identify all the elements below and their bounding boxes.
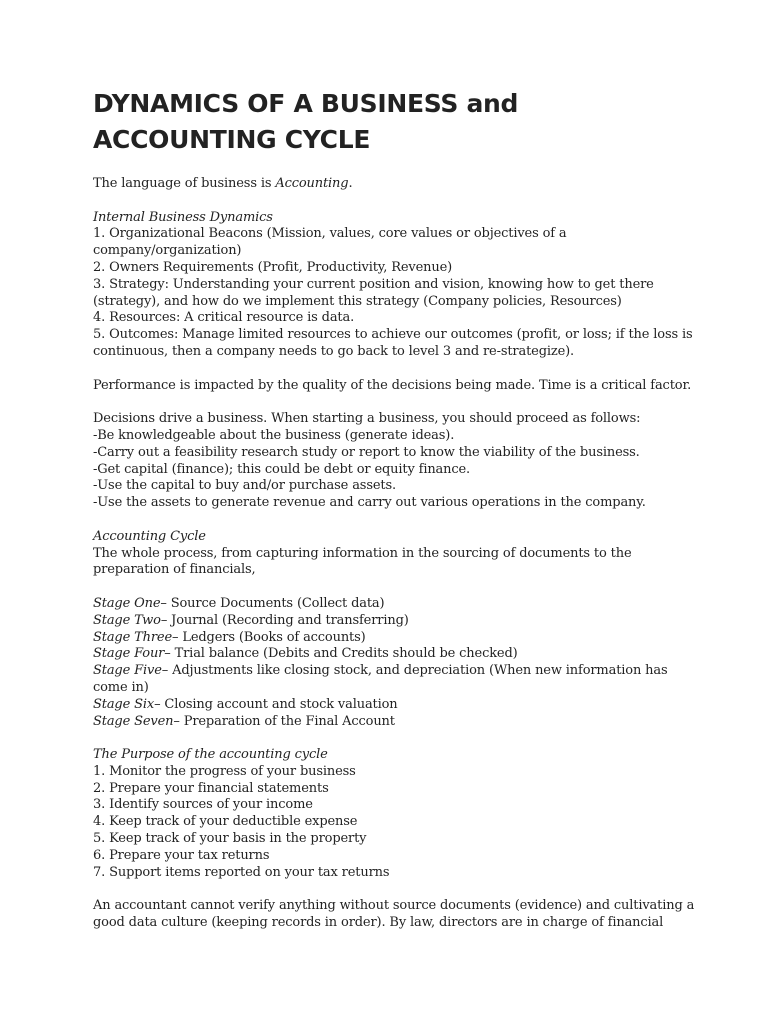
- purpose-item: 6. Prepare your tax returns: [93, 847, 270, 863]
- stage-item: [93, 714, 683, 731]
- section-heading-purpose: The Purpose of the accounting cycle: [93, 747, 328, 763]
- purpose-item: 1. Monitor the progress of your business: [93, 763, 356, 779]
- internal-line: 5. Outcomes: Manage limited resources to achieve our outcomes (profit, or loss; if the loss is: [93, 327, 693, 343]
- decisions-lead: Decisions drive a business. When starting a business, you should proceed as follows:: [93, 411, 641, 427]
- decision-item: -Use the assets to generate revenue and carry out various operations in the company.: [93, 495, 646, 511]
- stage-name: Stage Five: [93, 663, 162, 679]
- stage-name: Stage Three: [93, 629, 173, 645]
- cycle-description-line: preparation of financials,: [93, 562, 256, 578]
- stage-item: [93, 613, 683, 630]
- stage-item-continuation: [93, 680, 683, 697]
- stage-text: – Journal (Recording and transferring): [160, 612, 409, 628]
- document-page: [93, 0, 695, 1024]
- closing-line: good data culture (keeping records in order). By law, directors are in charge of financial: [93, 915, 664, 931]
- document-title: [93, 86, 683, 158]
- stage-name: Stage Six: [93, 696, 155, 712]
- purpose-item: 7. Support items reported on your tax returns: [93, 864, 390, 880]
- stage-text: – Closing account and stock valuation: [154, 696, 398, 712]
- purpose-item: 3. Identify sources of your income: [93, 797, 313, 813]
- stage-name: Stage Seven: [93, 713, 174, 729]
- stage-text: – Trial balance (Debits and Credits should be checked): [164, 646, 518, 662]
- intro-text: The language of business is: [93, 176, 276, 191]
- stage-text: – Source Documents (Collect data): [160, 595, 385, 611]
- purpose-item: 5. Keep track of your basis in the property: [93, 831, 367, 847]
- internal-line: 4. Resources: A critical resource is data.: [93, 310, 355, 326]
- internal-line: company/organization): [93, 243, 242, 259]
- title-line: ACCOUNTING CYCLE: [93, 125, 371, 154]
- stage-text: – Preparation of the Final Account: [173, 713, 395, 729]
- closing-line: An accountant cannot verify anything without source documents (evidence) and cultivating a: [93, 898, 695, 914]
- stage-item: [93, 630, 683, 647]
- stage-text: – Ledgers (Books of accounts): [172, 629, 366, 645]
- purpose-item: 4. Keep track of your deductible expense: [93, 814, 358, 830]
- stage-item: [93, 596, 683, 613]
- internal-line: 2. Owners Requirements (Profit, Productivity, Revenue): [93, 259, 453, 275]
- stage-name: Stage One: [93, 595, 161, 611]
- internal-line: (strategy), and how do we implement this strategy (Company policies, Resources): [93, 293, 622, 309]
- section-heading-internal: Internal Business Dynamics: [93, 209, 273, 225]
- intro-emphasis: Accounting: [275, 176, 349, 191]
- decision-item: -Use the capital to buy and/or purchase assets.: [93, 478, 396, 494]
- decision-item: -Carry out a feasibility research study or report to know the viability of the business.: [93, 444, 640, 460]
- performance-paragraph: Performance is impacted by the quality of the decisions being made. Time is a critical factor.: [93, 377, 692, 393]
- stage-name: Stage Four: [93, 646, 165, 662]
- cycle-description-line: The whole process, from capturing information in the sourcing of documents to the: [93, 545, 632, 561]
- decision-item: -Get capital (finance); this could be debt or equity finance.: [93, 461, 471, 477]
- stage-item: [93, 663, 683, 680]
- section-heading-cycle: Accounting Cycle: [93, 528, 206, 544]
- purpose-item: 2. Prepare your financial statements: [93, 780, 329, 796]
- intro-suffix: .: [348, 176, 353, 191]
- internal-line: continuous, then a company needs to go back to level 3 and re-strategize).: [93, 343, 575, 359]
- stage-text: – Adjustments like closing stock, and depreciation (When new information has: [161, 663, 668, 679]
- intro-paragraph: [93, 176, 683, 193]
- decision-item: -Be knowledgeable about the business (generate ideas).: [93, 427, 455, 443]
- stage-name: Stage Two: [93, 612, 161, 628]
- title-line: DYNAMICS OF A BUSINESS and: [93, 89, 519, 118]
- internal-line: 3. Strategy: Understanding your current position and vision, knowing how to get there: [93, 276, 654, 292]
- stage-item: [93, 646, 683, 663]
- stage-item: [93, 697, 683, 714]
- stage-text: come in): [93, 679, 149, 695]
- document-body: [93, 176, 695, 932]
- internal-line: 1. Organizational Beacons (Mission, values, core values or objectives of a: [93, 226, 567, 242]
